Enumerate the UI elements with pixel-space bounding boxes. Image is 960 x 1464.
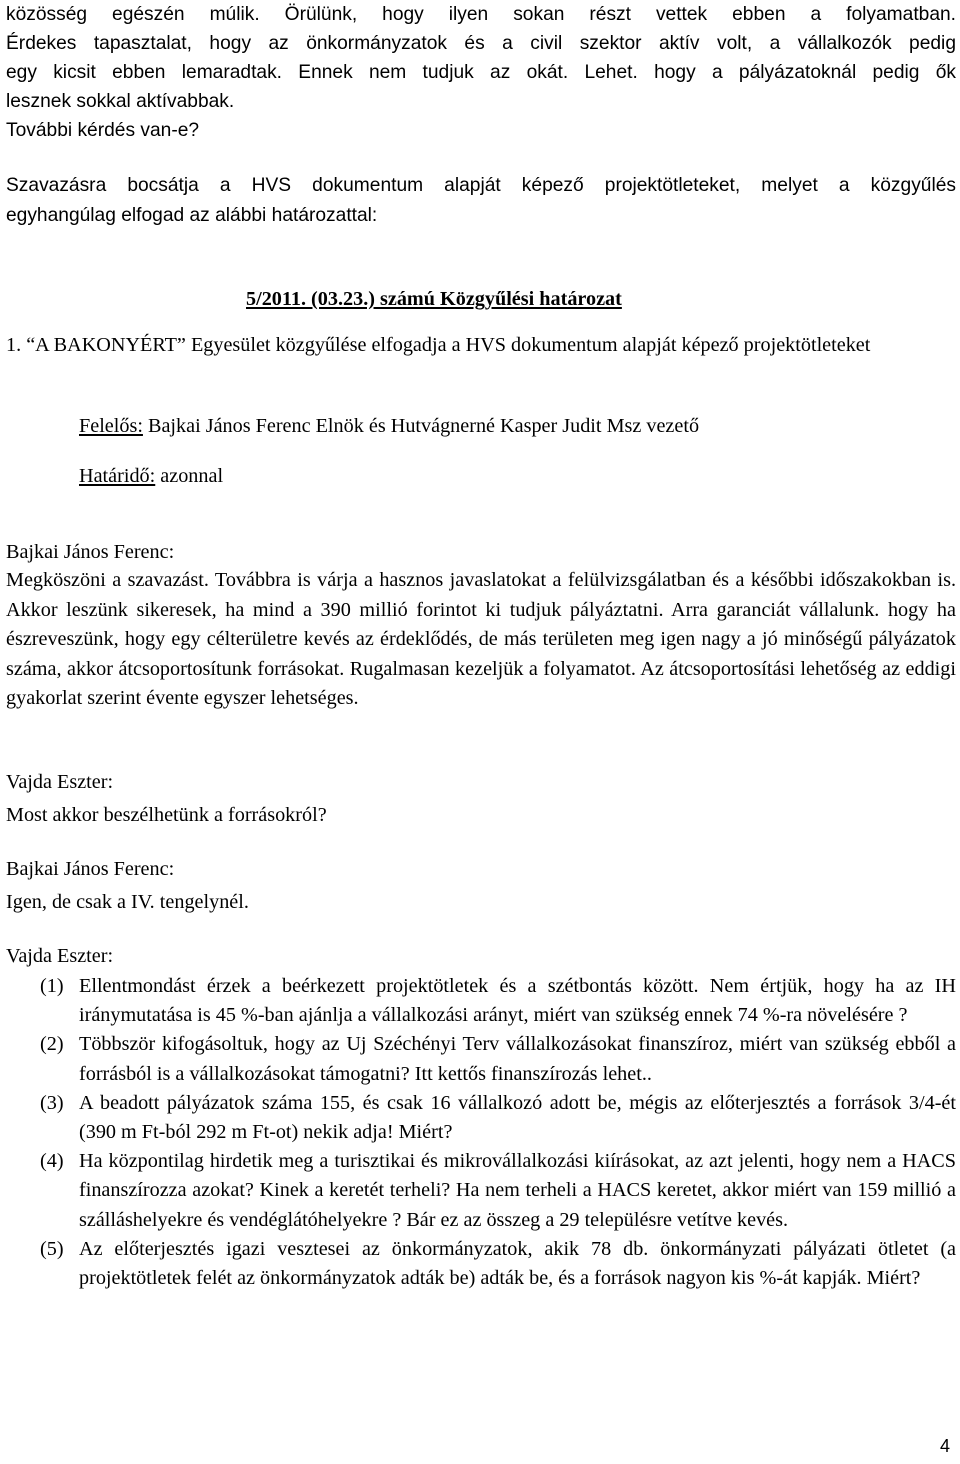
responsible-value: Bajkai János Ferenc Elnök és Hutvágnerné Kasper Judit Msz vezető [142, 415, 700, 437]
resolution-item-number: 1. [6, 334, 22, 356]
intro-line: egy kicsit ebben lemaradtak. Ennek nem tudjuk az okát. Lehet. hogy a pályázatoknál pedig ők [6, 62, 956, 83]
list-item-text: A beadott pályázatok száma 155, és csak 16 vállalkozó adott be, mégis az előterjesztés a források 3/4-ét (390 m Ft-ból 292 m Ft-ot) nekik adja! Miért? [79, 1091, 956, 1144]
speech-paragraph: Igen, de csak a IV. tengelynél. [6, 891, 249, 913]
responsible-label: Felelős: [79, 415, 143, 437]
resolution-title: 5/2011. (03.23.) számú Közgyűlési határozat [246, 288, 622, 310]
deadline-line [79, 461, 223, 491]
speaker-name: Vajda Eszter: [6, 771, 114, 793]
speech-paragraph: Most akkor beszélhetünk a forrásokról? [6, 804, 327, 826]
vote-line: egyhangúlag elfogad az alábbi határozattal: [6, 205, 378, 226]
list-item-number: (3) [40, 1091, 64, 1114]
list-item-number: (4) [40, 1150, 64, 1173]
list-item-number: (1) [40, 975, 64, 997]
list-item-text: Ha központilag hirdetik meg a turisztikai és mikrovállalkozási kiírásokat, az azt jelenti, hogy nem a HACS finanszírozza azokat? Kinek a keretét terheli? Ha nem terheli a HACS keretet, akkor miért van 159 millió a szálláshelyekre és vendéglátóhelyekre ? Bár ez az összeg a 29 településre vetítve kevés. [79, 1150, 956, 1231]
list-item-text: Az előterjesztés igazi vesztesei az önkormányzatok, akik 78 db. önkormányzati pályázati ötletet (a projektötletek felét az önkormányzatok adták be) adták be, és a források nagyon kis %-át kapják. Miért? [79, 1237, 956, 1290]
resolution-item [6, 330, 956, 360]
intro-line: közösség egészén múlik. Örülünk, hogy ilyen sokan részt vettek ebben a folyamatban. [6, 4, 956, 25]
speaker-name: Vajda Eszter: [6, 945, 114, 967]
deadline-label: Határidő: [79, 465, 156, 487]
page-number: 4 [940, 1436, 951, 1456]
responsible-line [79, 411, 699, 441]
intro-line: Érdekes tapasztalat, hogy az önkormányzatok és a civil szektor aktív volt, a vállalkozók pedig [6, 33, 956, 54]
intro-line: lesznek sokkal aktívabbak. [6, 91, 235, 112]
list-item [6, 972, 956, 1030]
intro-question: További kérdés van-e? [6, 120, 200, 141]
speaker-name: Bajkai János Ferenc: [6, 541, 175, 563]
list-item-number: (5) [40, 1237, 64, 1260]
list-item [6, 1089, 956, 1147]
list-item [6, 1147, 956, 1235]
resolution-item-text: “A BAKONYÉRT” Egyesület közgyűlése elfogadja a HVS dokumentum alapját képező projektötleteket [26, 334, 871, 356]
speaker-name: Bajkai János Ferenc: [6, 858, 175, 880]
vote-line: Szavazásra bocsátja a HVS dokumentum alapját képező projektötleteket, melyet a közgyűlés [6, 175, 956, 196]
list-item-text: Többször kifogásoltuk, hogy az Uj Széchényi Terv vállalkozásokat finanszíroz, miért van szükség ebből a forrásból is a vállalkozásokat támogatni? Itt kettős finanszírozás lehet.. [79, 1033, 956, 1085]
vote-paragraph [6, 171, 956, 231]
deadline-value: azonnal [155, 465, 224, 487]
list-item-number: (2) [40, 1033, 64, 1056]
list-item [6, 1235, 956, 1293]
intro-paragraph [6, 0, 956, 145]
question-list [6, 972, 956, 1293]
list-item-text: Ellentmondást érzek a beérkezett projektötletek és a szétbontás között. Nem értjük, hogy ha az IH iránymutatása is 45 %-ban ajánlja a vállalkozási arányt, miért van szükség ennek 74 %-ra növelésére ? [79, 975, 956, 1027]
speech-paragraph: Megköszöni a szavazást. Továbbra is várja a hasznos javaslatokat a felülvizsgálatban és a későbbi időszakokban is. Akkor leszünk sikeresek, ha mind a 390 millió forintot ki tudjuk pályáztatni. Arra garanciát vállalunk. hogy ha észreveszünk, hogy egy célterületre kevés az érdeklődés, de más területen meg igen nagy a jó minőségű pályázatok száma, akkor átcsoportosítunk forrásokat. Rugalmasan kezeljük a folyamatot. Az átcsoportosítási lehetőség az eddigi gyakorlat szerint évente egyszer lehetséges. [6, 569, 956, 709]
list-item [6, 1030, 956, 1088]
